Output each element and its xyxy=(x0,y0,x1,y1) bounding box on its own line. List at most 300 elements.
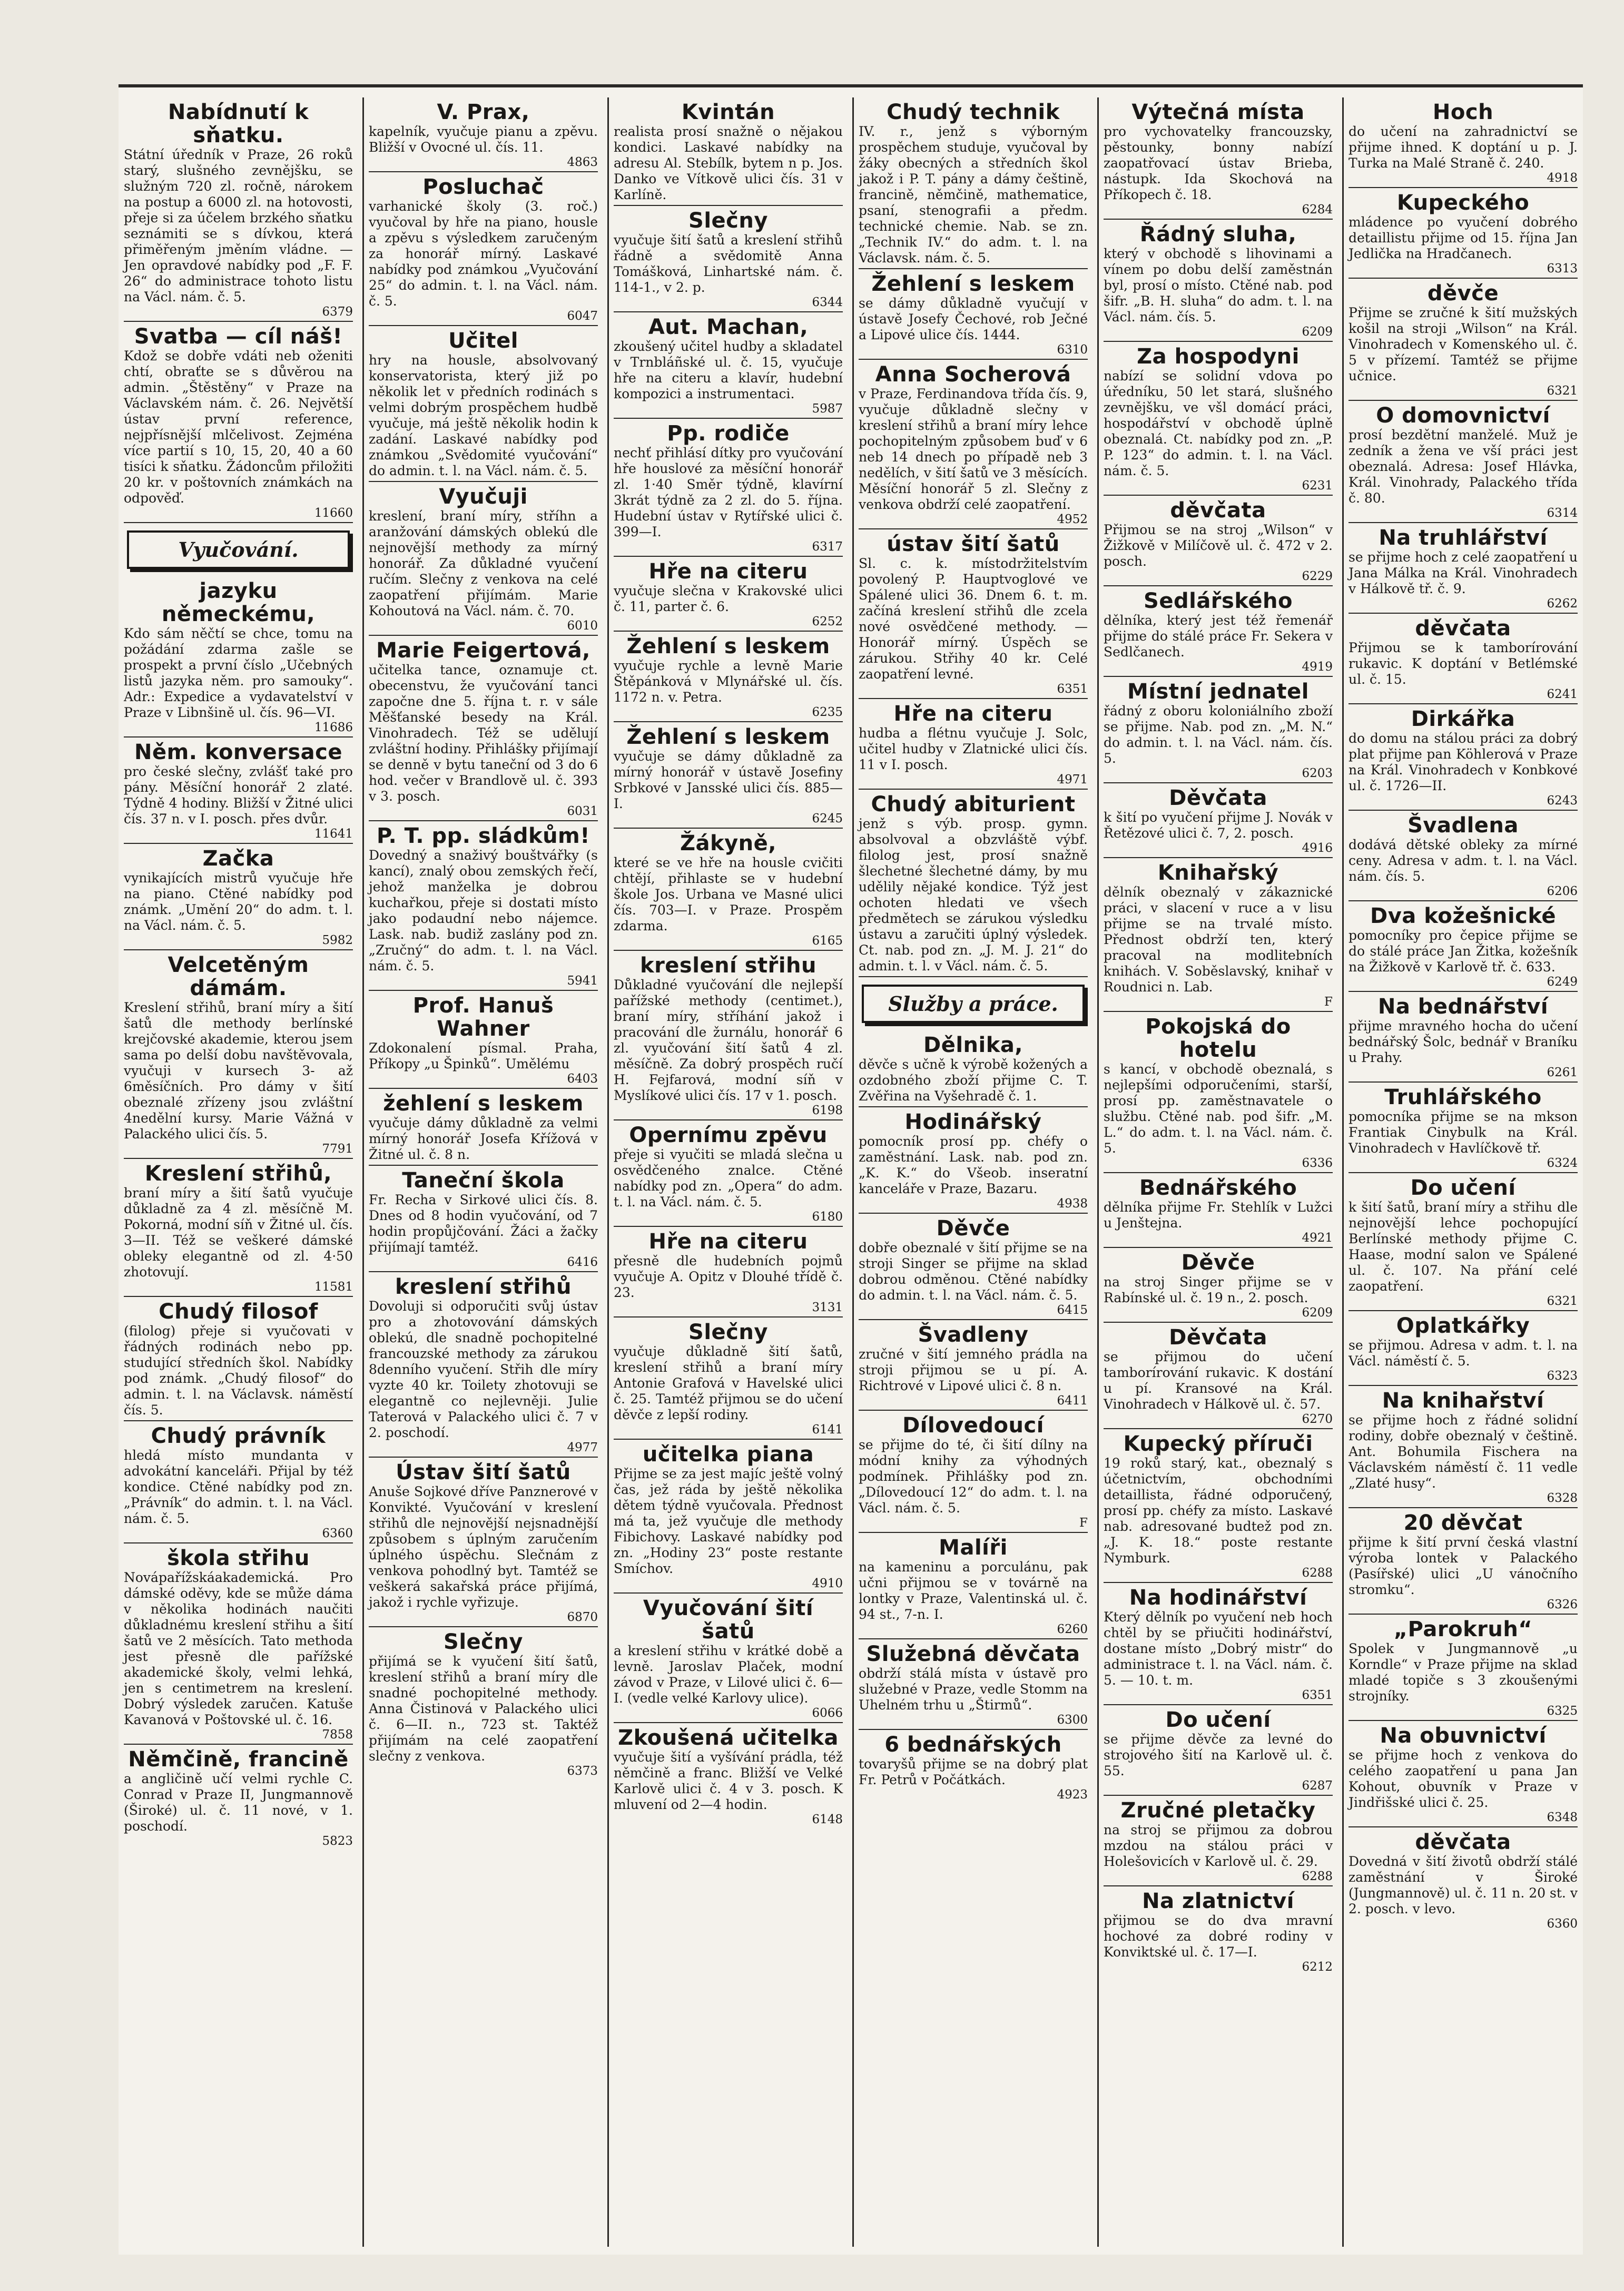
ad-body: dělníka přijme Fr. Stehlík v Lužci u Jenštejna. xyxy=(1104,1199,1333,1231)
ad-heading: Anna Socherová xyxy=(875,362,1071,387)
ad-number: 6231 xyxy=(1302,479,1333,493)
ad-body: pomocníky pro čepice přijme se do stálé práce Jan Žitka, kožešník na Žižkově v Karlově tř. č. 633. xyxy=(1349,928,1578,975)
classified-ad xyxy=(859,1107,1088,1214)
ad-heading: Dílovedoucí xyxy=(902,1413,1044,1438)
ad-body: dělník obeznalý v zákaznické práci, v slacení v ruce a v lisu přijme se na trvalé místo. Přednost obdrží ten, který pracoval na modlitebních knihách. V. Soběslavský, knihař v Roudnici n. Lab. xyxy=(1104,884,1333,995)
ad-heading: Žákyně, xyxy=(680,831,776,856)
column-4 xyxy=(853,97,1093,2247)
ad-heading: Malíři xyxy=(939,1536,1008,1560)
ad-body: se přijmou. Adresa v adm. t. l. na Václ. náměstí č. 5. xyxy=(1349,1338,1578,1369)
ad-heading: Začka xyxy=(202,847,274,871)
ad-body: s kancí, v obchodě obeznalá, s nejlepšími odporučeními, starší, prosí pp. zaměstnavatele o službu. Ctěné nab. pod šifr. „M. L.“ do adm. t. l. na Václ. nám. č. 5. xyxy=(1104,1061,1333,1156)
ad-heading: Na obuvnictví xyxy=(1380,1724,1547,1748)
classified-ad xyxy=(1349,1508,1578,1615)
ad-body: nabízí se solidní vdova po úředníku, 50 let stará, slušného zevnějšku, ve všl domácí práci, hospodářství v obchodě úplně obeznalá. Ct. nabídky pod zn. „P. P. 123“ do admin. t. l. na Václ. nám. č. 5. xyxy=(1104,368,1333,478)
classified-ad xyxy=(859,699,1088,790)
classified-ad xyxy=(1349,1615,1578,1721)
classified-ad xyxy=(614,1723,843,1828)
ad-heading: Kreslení střihů, xyxy=(144,1162,332,1186)
ad-body: hledá místo mundanta v advokátní kanceláři. Přijal by též kondice. Ctěné nabídky pod zn. „Právník“ do admin. t. l. na Václ. nám. č. 5. xyxy=(124,1448,353,1526)
column-6 xyxy=(1343,97,1583,2247)
top-rule xyxy=(119,84,1583,87)
ad-number: 6180 xyxy=(812,1210,843,1224)
classified-ad xyxy=(124,950,353,1159)
ad-body: tovaryšů přijme se na dobrý plat Fr. Petrů v Počátkách. xyxy=(859,1756,1088,1787)
ad-number: 6270 xyxy=(1302,1412,1333,1426)
ad-body: prosí bezdětní manželé. Muž je zedník a žena ve vší práci jest obeznalá. Adresa: Josef Hlávka, Král. Vinohrady, Palackého třída č. 80. xyxy=(1349,427,1578,506)
ad-heading: Chudý abiturient xyxy=(871,792,1076,817)
ad-body: který v obchodě s lihovinami a vínem po dobu delší zaměstnán byl, prosí o místo. Ctěné nab. pod šifr. „B. H. sluha“ do adm. t. l. na Václ. nám. čís. 5. xyxy=(1104,246,1333,325)
classified-ad xyxy=(859,269,1088,360)
ad-heading: Řádný sluha, xyxy=(1139,222,1297,247)
classified-ad xyxy=(614,829,843,951)
ad-heading: Služebná děvčata xyxy=(866,1642,1080,1666)
classified-ad xyxy=(124,1543,353,1745)
classified-ad xyxy=(1104,1429,1333,1583)
ad-heading: děvčata xyxy=(1170,498,1266,523)
classified-ad xyxy=(1349,811,1578,901)
ad-number: 4863 xyxy=(567,155,598,169)
classified-ad xyxy=(1104,1796,1333,1886)
classified-ad xyxy=(124,576,353,738)
ad-body: Státní úředník v Praze, 26 roků starý, slušného zevnějšku, se služným 720 zl. ročně, nárokem na postup a 6000 zl. na hotovosti, přeje si za účelem brzkého sňatku seznámiti se s dívkou, která přiměřeným jměním vládne. — Jen opravdové nabídky pod „F. F. 26“ do administrace tohoto listu na Václ. nám. č. 5. xyxy=(124,147,353,304)
column-rule xyxy=(1342,97,1344,2247)
ad-heading: „Parokruh“ xyxy=(1393,1617,1533,1641)
classified-ad xyxy=(614,1440,843,1594)
ad-number: 4971 xyxy=(1057,773,1088,786)
ad-number: 4977 xyxy=(567,1441,598,1454)
classified-ad xyxy=(614,632,843,722)
ad-number: 6249 xyxy=(1547,975,1578,989)
ad-number: 6360 xyxy=(322,1527,353,1540)
ad-heading: Sedlářského xyxy=(1144,589,1293,613)
ad-number: 11686 xyxy=(314,721,353,734)
ad-body: Kdo sám něčtí se chce, tomu na požádání zdarma zašle se prospekt a první číslo „Učebných listů jazyka něm. pro samouky“. Adr.: Expedice a vydavatelství v Praze v Libnšině ul. čís. 96—VI. xyxy=(124,626,353,720)
ad-number: 6324 xyxy=(1547,1156,1578,1170)
ad-body: zručné v šití jemného prádla na stroji přijmou se u pí. A. Richtrové v Lipové ulici č. 8 n. xyxy=(859,1346,1088,1393)
ad-heading: Taneční škola xyxy=(402,1168,565,1193)
ad-heading: Hodinářský xyxy=(904,1110,1042,1134)
classified-ad xyxy=(1104,1583,1333,1705)
ad-body: vyučuje rychle a levně Marie Štěpánková v Mlynářské ul. čís. 1172 n. v. Petra. xyxy=(614,658,843,705)
ad-body: vyučuje se dámy důkladně za mírný honorář v ústavě Josefiny Srbkové v Jansské ulici čís. 885—I. xyxy=(614,749,843,811)
classified-ad xyxy=(1349,1721,1578,1827)
ad-number: 6148 xyxy=(812,1813,843,1826)
ad-number: 4938 xyxy=(1057,1197,1088,1211)
ad-number: 6325 xyxy=(1547,1704,1578,1718)
ad-number: 6336 xyxy=(1302,1156,1333,1170)
ad-heading: V. Prax, xyxy=(437,100,530,124)
ad-heading: Děvčata xyxy=(1169,1325,1267,1350)
ad-body: se přijme hoch z venkova do celého zaopatření u pana Jan Kohout, obuvník v Praze v Jindřišské ulici č. 25. xyxy=(1349,1747,1578,1810)
classified-ad xyxy=(614,419,843,557)
ad-number: 6288 xyxy=(1302,1566,1333,1580)
ad-heading: Hoch xyxy=(1432,100,1494,124)
ad-body: Přijme se za jest majíc ještě volný čas, jež ráda by ještě několika dětem týdně vyučovala. Přednost má ta, jež vyučuje dle methody Fibichovy. Laskavé nabídky pod zn. „Hodiny 23“ poste restante Smíchov. xyxy=(614,1466,843,1576)
ad-number: 6317 xyxy=(812,540,843,554)
classified-ad xyxy=(124,844,353,950)
ad-heading: Vyučuji xyxy=(439,485,528,509)
ad-heading: Opernímu zpěvu xyxy=(629,1123,828,1147)
ad-number: 6344 xyxy=(812,296,843,309)
ad-number: 6010 xyxy=(567,619,598,633)
ad-number: 6198 xyxy=(812,1104,843,1117)
ad-body: přijmou se do dva mravní hochové za dobré rodiny v Konviktské ul. č. 17—I. xyxy=(1104,1913,1333,1960)
ad-body: vyučuje šití a vyšívání prádla, též němčině a franc. Bližší ve Velké Karlově ulici č. 4 v 3. posch. K mluvení od 2—4 hodin. xyxy=(614,1749,843,1812)
classified-ad xyxy=(124,1159,353,1297)
ad-number: 6326 xyxy=(1547,1598,1578,1611)
ad-body: pro vychovatelky francouzsky, pěstounky, bonny nabízí zaopatřovací ústav Brieba, nástupk. Ida Skochová na Příkopech č. 18. xyxy=(1104,124,1333,202)
ad-number: F xyxy=(1324,995,1333,1009)
ad-heading: 6 bednářských xyxy=(884,1733,1062,1757)
ad-body: řádný z oboru koloniálního zboží se přijme. Nab. pod zn. „M. N.“ do admin. t. l. na Václ. nám. čís. 5. xyxy=(1104,703,1333,766)
ad-number: 6243 xyxy=(1547,794,1578,808)
classified-ad xyxy=(614,722,843,829)
ad-body: 19 roků starý, kat., obeznalý s účetnictvím, obchodními detaillista, řádné odporučený, prosí pp. chéfy za místo. Laskavé nab. adresované budtež pod zn. „J. K. 18.“ poste restante Nymburk. xyxy=(1104,1456,1333,1566)
ad-heading: Švadleny xyxy=(918,1323,1029,1347)
ad-number: 6206 xyxy=(1547,884,1578,898)
ad-heading: Hře na citeru xyxy=(648,1230,808,1254)
classified-ad xyxy=(859,1320,1088,1411)
ad-body: Kdož se dobře vdáti neb oženiti chtí, obraťte se s důvěrou na admin. „Štěstěny“ v Praze na Václavském nám. č. 26. Největší ústav první reference, nejpřísnější mlčelivost. Zejména více partií s 10, 15, 20, 40 a 60 tisíci k sňatku. Žádoncům přiložiti 20 kr. v poštovních známkách na odpověď. xyxy=(124,348,353,506)
ad-number: 6403 xyxy=(567,1072,598,1086)
ad-body: se přijme děvče za levné do strojového šití na Karlově ul. č. 55. xyxy=(1104,1732,1333,1778)
classified-ad xyxy=(859,1214,1088,1320)
classified-ad xyxy=(1349,1827,1578,1933)
classified-ad xyxy=(1349,614,1578,704)
ad-body: se přijmou do učení tamborírování rukavic. K dostání u pí. Kransové na Král. Vinohradech v Hálkově ul. č. 57. xyxy=(1104,1349,1333,1412)
ad-number: F xyxy=(1079,1516,1088,1530)
ad-body: pro české slečny, zvlášť také pro pány. Měsíční honorář 2 zlaté. Týdně 4 hodiny. Bližší v Žitné ulici čís. 37 n. v I. posch. přes dvůr. xyxy=(124,764,353,827)
ad-number: 6252 xyxy=(812,615,843,628)
ad-number: 6328 xyxy=(1547,1491,1578,1505)
ad-body: Důkladné vyučování dle nejlepší pařížské methody (centimet.), braní míry, stříhání jakož i pracování dle žurnálu, honorář 6 zl. vyučování šití šatů 4 zl. měsíčně. Za dobrý prospěch ručí H. Fejfarová, modní síň v Myslíkové ulici čís. 17 v 1. posch. xyxy=(614,977,843,1103)
ad-heading: Velcetěným dámám. xyxy=(168,953,309,1000)
ad-number: 6287 xyxy=(1302,1779,1333,1793)
ad-body: vyučuje dámy důkladně za velmi mírný honorář Josefa Křížová v Žitné ul. č. 8 n. xyxy=(369,1115,598,1162)
ad-heading: Chudý filosof xyxy=(159,1300,318,1324)
ad-heading: Děvčata xyxy=(1169,786,1267,810)
ad-heading: Hře na citeru xyxy=(893,702,1053,726)
ad-heading: Slečny xyxy=(444,1630,523,1654)
section-box-services: Služby a práce. xyxy=(862,985,1085,1023)
ad-number: 7791 xyxy=(322,1142,353,1156)
ad-heading: Marie Feigertová, xyxy=(376,638,590,663)
classified-ad xyxy=(1104,97,1333,220)
ad-heading: Na knihařství xyxy=(1382,1389,1544,1413)
classified-ad xyxy=(614,206,843,312)
column-rule xyxy=(362,97,364,2247)
ad-body: obdrží stálá místa v ústavě pro služebné v Praze, vedle Stomm na Uhelném trhu u „Štirmů“. xyxy=(859,1666,1088,1713)
ad-number: 7858 xyxy=(322,1728,353,1742)
ad-body: se dámy důkladně vyučují v ústavě Josefy Čechové, rob Ječné a Lipové ulice čís. 1444. xyxy=(859,296,1088,342)
ad-body: vyučuje slečna v Krakovské ulici č. 11, parter č. 6. xyxy=(614,583,843,614)
classified-ad xyxy=(1104,496,1333,586)
ad-heading: Bednářského xyxy=(1139,1176,1297,1200)
ad-heading: Na bednářství xyxy=(1377,995,1549,1019)
ad-number: 3131 xyxy=(812,1301,843,1314)
ad-number: 6321 xyxy=(1547,384,1578,398)
ad-heading: Na zlatnictví xyxy=(1142,1889,1294,1913)
classified-ad xyxy=(614,1120,843,1227)
classified-ad xyxy=(1104,1173,1333,1248)
ad-number: 4910 xyxy=(812,1577,843,1590)
classified-ad xyxy=(614,1594,843,1723)
ad-body: Kreslení střihů, braní míry a šití šatů dle methody berlínské krejčovské akademie, kterou jsem sama po delší dobu navštěvovala, vyučuji v kursech 3- až 6měsíčních. Pro dámy v šití obeznalé zřízeny jsou zvláštní 4nedělní kursy. Marie Vážná v Palackého ulici čís. 5. xyxy=(124,1000,353,1142)
ad-body: Anuše Sojkové dříve Panznerové v Konvikté. Vyučování v kreslení střihů dle nejnovější nejsnadnější způsobem s úplným zaručením úplného úspěchu. Slečnám z venkova pohodlný byt. Tamtéž se veškerá sakařská práce přijímá, jakož i rychle vyřizuje. xyxy=(369,1484,598,1610)
ad-number: 6321 xyxy=(1547,1294,1578,1308)
ad-heading: Zručné pletačky xyxy=(1120,1798,1316,1823)
ad-heading: Dva kožešnické xyxy=(1370,904,1556,928)
classified-ad xyxy=(369,1458,598,1627)
classified-ad xyxy=(614,312,843,419)
ad-body: přijme k šití první česká vlastní výroba lontek v Palackého (Pasířské) ulici „U vánočního stromku“. xyxy=(1349,1535,1578,1597)
ad-number: 5987 xyxy=(812,402,843,416)
ad-heading: Knihařský xyxy=(1157,861,1279,885)
ad-body: se přijme do té, či šití dílny na módní knihy za výhodných podmínek. Přihlášky pod zn. „Dílovedoucí 12“ do adm. t. l. na Václ. nám. č. 5. xyxy=(859,1437,1088,1516)
ad-body: přesně dle hudebních pojmů vyučuje A. Opitz v Dlouhé třídě č. 23. xyxy=(614,1253,843,1300)
ad-heading: Na truhlářství xyxy=(1379,526,1548,550)
ad-body: dělníka, který jest též řemenář přijme do stálé práce Fr. Sekera v Sedlčanech. xyxy=(1104,613,1333,660)
ad-body: které se ve hře na housle cvičiti chtějí, přihlaste se v hudební škole Jos. Urbana ve Masné ulici čís. 703—I. v Praze. Prospěm zdarma. xyxy=(614,855,843,933)
classified-ad xyxy=(1349,1311,1578,1386)
ad-heading: Děvče xyxy=(936,1216,1010,1241)
classified-ad xyxy=(1104,1705,1333,1796)
ad-number: 4919 xyxy=(1302,660,1333,674)
classified-ad xyxy=(369,326,598,482)
ad-heading: Oplatkářky xyxy=(1396,1314,1530,1338)
ad-heading: jazyku německému, xyxy=(161,579,316,626)
ad-body: přeje si vyučiti se mladá slečna u osvědčeného znalce. Ctěné nabídky pod zn. „Opera“ do adm. t. l. na Václ. nám. č. 5. xyxy=(614,1147,843,1210)
ad-number: 6047 xyxy=(567,309,598,323)
ad-heading: žehlení s leskem xyxy=(383,1092,584,1116)
ad-number: 4916 xyxy=(1302,841,1333,855)
ad-heading: P. T. pp. sládkům! xyxy=(377,824,590,848)
ad-body: Který dělník po vyučení neb hoch chtěl by se přiučiti hodinářství, dostane místo „Dobrý mistr“ do administrace t. l. na Václ. nám. č. 5. — 10. t. m. xyxy=(1104,1609,1333,1688)
column-3 xyxy=(608,97,848,2247)
ad-number: 6262 xyxy=(1547,597,1578,611)
ad-number: 6203 xyxy=(1302,766,1333,780)
ad-number: 11581 xyxy=(314,1280,353,1294)
classified-ad xyxy=(1349,1173,1578,1311)
classified-ad xyxy=(614,1317,843,1440)
ad-heading: Nabídnutí k sňatku. xyxy=(168,100,309,148)
ad-heading: Chudý technik xyxy=(887,100,1060,124)
ad-heading: Za hospodyni xyxy=(1137,345,1300,369)
ad-number: 6360 xyxy=(1547,1917,1578,1931)
ad-body: Dovedná v šití životů obdrží stálé zaměstnání v Široké (Jungmannově) ul. č. 11 n. 20 st. v 2. posch. v levo. xyxy=(1349,1854,1578,1916)
classified-ad xyxy=(1349,401,1578,523)
ad-heading: Truhlářského xyxy=(1384,1085,1542,1109)
ad-body: vyučuje důkladně šití šatů, kreslení střihů a braní míry Antonie Grafová v Havelské ulici č. 25. Tamtéž přijmou se do učení děvče z lepší rodiny. xyxy=(614,1344,843,1422)
classified-ad xyxy=(1104,220,1333,342)
ad-number: 6288 xyxy=(1302,1870,1333,1883)
classified-ad xyxy=(124,1421,353,1543)
classified-ad xyxy=(859,1730,1088,1804)
ad-body: pomocníka přijme se na mkson Frantiak Cinybulk na Král. Vinohradech v Havlíčkově tř. xyxy=(1349,1109,1578,1156)
ad-number: 4921 xyxy=(1302,1231,1333,1245)
ad-heading: O domovnictví xyxy=(1376,404,1550,428)
ad-heading: děvčata xyxy=(1415,616,1511,641)
ad-heading: Děvče xyxy=(1181,1251,1255,1275)
ad-body: nechť přihlásí dítky pro vyučování hře houslové za měsíční honorář zl. 1·40 Směr týdně, klavírní 3krát týdně za 2 zl. do 5. října. Hudební ústav v Rytířské ulici č. 399—I. xyxy=(614,445,843,539)
ad-number: 6284 xyxy=(1302,203,1333,217)
ad-heading: Zkoušená učitelka xyxy=(618,1726,839,1750)
ad-body: dobře obeznalé v šití přijme se na stroji Singer se přijme na sklad dobrou odměnou. Ctěné nabídky do admin. t. l. na Václ. nám. č. 5. xyxy=(859,1240,1088,1303)
ad-heading: Pp. rodiče xyxy=(667,421,790,446)
classified-ad xyxy=(1104,858,1333,1012)
ad-number: 5941 xyxy=(567,974,598,988)
classified-ad xyxy=(859,1639,1088,1730)
ad-heading: Do učení xyxy=(1165,1708,1271,1732)
ad-body: na stroj Singer přijme se v Rabínské ul. č. 19 n., 2. posch. xyxy=(1104,1274,1333,1305)
ad-heading: Dělnika, xyxy=(923,1033,1023,1057)
classified-ad xyxy=(1349,992,1578,1083)
ad-number: 5823 xyxy=(322,1834,353,1848)
ad-body: na stroj se přijmou za dobrou mzdou na stálou práci v Holešovicích v Karlově ul. č. 29. xyxy=(1104,1822,1333,1869)
ad-heading: Pokojská do hotelu xyxy=(1145,1015,1291,1062)
ad-number: 6411 xyxy=(1057,1394,1088,1408)
ad-body: Dovoluji si odporučiti svůj ústav pro a zhotovování dámských oblekú, dle snadně pochopitelné francouzské methody za zárukou 8denního vyučení. Střih dle míry vyzte 40 kr. Toilety zhotovuji se elegantně co nejlevněji. Julie Taterová v Palackého ulici č. 7 v 2. poschodí. xyxy=(369,1299,598,1440)
classified-ad xyxy=(369,482,598,636)
classified-ad xyxy=(124,97,353,322)
ad-body: vyučuje šití šatů a kreslení střihů řádně a svědomitě Anna Tomášková, Linhartské nám. č. 114-1., v 2. p. xyxy=(614,232,843,295)
classified-ad xyxy=(124,1297,353,1421)
ad-body: přijme mravného hocha do učení bednářský Šolc, bednář v Braníku u Prahy. xyxy=(1349,1018,1578,1065)
ad-heading: Němčině, francině xyxy=(128,1747,349,1772)
column-rule xyxy=(1097,97,1099,2247)
column-rule xyxy=(607,97,609,2247)
ad-body: Spolek v Jungmannově „u Korndle“ v Praze přijme na sklad mladé topiče s 3 zkoušenými strojníky. xyxy=(1349,1641,1578,1704)
ad-number: 6229 xyxy=(1302,569,1333,583)
ad-heading: děvče xyxy=(1427,281,1499,306)
ad-number: 6165 xyxy=(812,934,843,948)
ad-heading: Aut. Machan, xyxy=(648,315,809,339)
ad-heading: Chudý právník xyxy=(151,1424,326,1448)
ad-heading: kreslení střihu xyxy=(639,953,817,978)
ad-number: 6066 xyxy=(812,1706,843,1720)
ad-heading: Slečny xyxy=(688,1320,768,1344)
ad-body: hry na housle, absolvovaný konservatorista, který již po několik let v předních rodinách s velmi dobrým prospěchem hudbě vyučuje, má ještě několik hodin k zadání. Laskavé nabídky pod známkou „Svědomité vyučování“ do admin. t. l. na Václ. nám. č. 5. xyxy=(369,352,598,478)
classified-ad xyxy=(369,1272,598,1458)
classified-ad xyxy=(1104,342,1333,496)
ad-body: Sl. c. k. místodržitelstvím povolený P. Hauptvoglové ve Spálené ulici 36. Dnem 6. t. m. začíná kreslení střihů dle zcela nové osvědčené methody. — Honorář mírný. Úspěch se zárukou. Střihy 40 kr. Celé zaopatření levné. xyxy=(859,556,1088,682)
classified-ad xyxy=(369,97,598,172)
ad-heading: Žehlení s leskem xyxy=(626,634,830,658)
ad-number: 6241 xyxy=(1547,687,1578,701)
ad-heading: Vyučování šití šatů xyxy=(643,1596,814,1644)
ad-number: 11660 xyxy=(314,506,353,520)
ad-body: do učení na zahradnictví se přijme ihned. K doptání u p. J. Turka na Malé Straně č. 240. xyxy=(1349,124,1578,171)
classified-ad xyxy=(369,991,598,1089)
ad-number: 6416 xyxy=(567,1255,598,1269)
classified-ad xyxy=(859,97,1088,269)
classified-ad xyxy=(1349,188,1578,279)
ad-heading: Kupeckého xyxy=(1396,191,1530,215)
ad-heading: kreslení střihů xyxy=(395,1275,572,1299)
ad-heading: Svatba — cíl náš! xyxy=(134,325,343,349)
classified-ad xyxy=(369,172,598,326)
ad-number: 4952 xyxy=(1057,513,1088,526)
ad-body: a angličině učí velmi rychle C. Conrad v Praze II, Jungmannově (Široké) ul. č. 11 nové, v 1. poschodí. xyxy=(124,1771,353,1834)
ad-heading: Žehlení s leskem xyxy=(871,272,1075,296)
ad-body: k šití po vyučení přijme J. Novák v Řetězové ulici č. 7, 2. posch. xyxy=(1104,810,1333,841)
ad-body: Dovedný a snaživý bouštvářky (s kancí), znalý obou zemských řečí, jehož manželka je dobrou kuchařkou, přeje si dostati místo jako podaudní nebo nájemce. Lask. nab. budiž zaslány pod zn. „Zručný“ do adm. t. l. na Václ. nám. č. 5. xyxy=(369,848,598,974)
column-rule xyxy=(852,97,854,2247)
ad-number: 6373 xyxy=(567,1764,598,1778)
ad-heading: ústav šití šatů xyxy=(887,532,1060,556)
ad-number: 6209 xyxy=(1302,325,1333,339)
ad-body: se přijme hoch z řádné solidní rodiny, dobře obeznalý v češtině. Ant. Bohumila Fischera na Václavském náměstí č. 11 vedle „Zlaté husy“. xyxy=(1349,1412,1578,1491)
classified-ad xyxy=(1104,1323,1333,1429)
ad-body: realista prosí snažně o nějakou kondici. Laskavé nabídky na adresu Al. Stebílk, bytem n p. Jos. Danko ve Vítkově ulici čís. 31 v Karlíně. xyxy=(614,124,843,202)
ad-number: 6212 xyxy=(1302,1960,1333,1974)
classified-ad xyxy=(614,951,843,1120)
ad-number: 6245 xyxy=(812,812,843,825)
classified-ad xyxy=(1349,97,1578,188)
ad-number: 5982 xyxy=(322,933,353,947)
ad-heading: Něm. konversace xyxy=(134,740,342,764)
ad-number: 6348 xyxy=(1547,1811,1578,1824)
classified-ad xyxy=(1349,704,1578,811)
classified-ad xyxy=(1104,1248,1333,1323)
ad-body: kapelník, vyučuje pianu a zpěvu. Bližší v Ovocné ul. čís. 11. xyxy=(369,124,598,155)
classified-ad xyxy=(859,360,1088,529)
ad-body: dodává dětské obleky za mírné ceny. Adresa v adm. t. l. na Václ. nám. čís. 5. xyxy=(1349,837,1578,884)
classified-ad xyxy=(1349,1083,1578,1173)
ad-number: 11641 xyxy=(314,827,353,841)
ad-number: 6141 xyxy=(812,1423,843,1437)
ad-body: Přijmou se k tamborírování rukavic. K doptání v Betlémské ul. č. 15. xyxy=(1349,640,1578,687)
ad-heading: Kupecký příruči xyxy=(1123,1432,1313,1456)
classified-ad xyxy=(369,1166,598,1272)
ad-heading: Dirkářka xyxy=(1411,707,1515,731)
ad-heading: 20 děvčat xyxy=(1403,1511,1523,1535)
ad-body: mládence po vyučení dobrého detaillistu přijme od 15. října Jan Jedlička na Hradčanech. xyxy=(1349,214,1578,261)
ad-body: (filolog) přeje si vyučovati v řádných rodinách nebo pp. studující středních škol. Nabídky pod známk. „Chudý filosof“ do admin. t. l. na Václavsk. náměstí čís. 5. xyxy=(124,1323,353,1418)
ad-body: jenž s výb. prosp. gymn. absolvoval a obzvláště výbf. filolog jest, prosí snažně šlechetné šlechetné dámy, by mu udělily nějaké kondice. Týž jest ochoten hledati ve všech předmětech se zárukou výsledku ústavu a zaručiti úplný výsledek. Ct. nab. pod zn. „J. M. J. 21“ do admin. t. l. v Václ. nám. č. 5. xyxy=(859,816,1088,974)
ad-body: vynikajících mistrů vyučuje hře na piano. Ctěné nabídky pod známk. „Umění 20“ do adm. t. l. na Václ. nám. č. 5. xyxy=(124,870,353,933)
ad-number: 6379 xyxy=(322,305,353,319)
ad-body: IV. r., jenž s výborným prospěchem studuje, vyučoval by žáky obecných a středních škol jakož i P. T. pány a dámy češtině, francině, němčině, mathematice, psaní, stenografii a předm. technické chemie. Nab. se zn. „Technik IV.“ do adm. t. l. na Václavsk. nám. č. 5. xyxy=(859,124,1088,266)
ad-body: na kameninu a porculánu, pak učni přijmou se v továrně na lontky v Praze, Valentinská ul. č. 94 st., 7-n. I. xyxy=(859,1559,1088,1622)
ad-body: se přijme hoch z celé zaopatření u Jana Málka na Král. Vinohradech v Hálkově tř. č. 9. xyxy=(1349,549,1578,596)
classified-ad xyxy=(614,1227,843,1317)
ad-number: 6235 xyxy=(812,705,843,719)
classified-ad xyxy=(1349,279,1578,401)
ad-heading: Do učení xyxy=(1410,1176,1516,1200)
classified-ad xyxy=(1349,1386,1578,1508)
ad-number: 6351 xyxy=(1302,1688,1333,1702)
ad-number: 6310 xyxy=(1057,343,1088,357)
classified-ad xyxy=(614,557,843,632)
classified-ad xyxy=(124,1745,353,1850)
ad-number: 6415 xyxy=(1057,1303,1088,1317)
ad-number: 6300 xyxy=(1057,1713,1088,1727)
ad-number: 4923 xyxy=(1057,1788,1088,1802)
ad-number: 6351 xyxy=(1057,682,1088,696)
ad-heading: škola střihu xyxy=(167,1546,310,1570)
ad-number: 4918 xyxy=(1547,171,1578,185)
classified-ad xyxy=(369,1627,598,1780)
column-2 xyxy=(363,97,603,2247)
classified-ad xyxy=(124,322,353,523)
classified-ad xyxy=(1104,677,1333,783)
classified-ad xyxy=(859,1030,1088,1107)
column-5 xyxy=(1098,97,1338,2247)
ad-heading: Slečny xyxy=(688,209,768,233)
ad-body: Přijme se zručné k šití mužských košil na stroji „Wilson“ na Král. Vinohradech v Komenského ul. č. 5 v přízemí. Tamtéž se přijme učnice. xyxy=(1349,305,1578,384)
